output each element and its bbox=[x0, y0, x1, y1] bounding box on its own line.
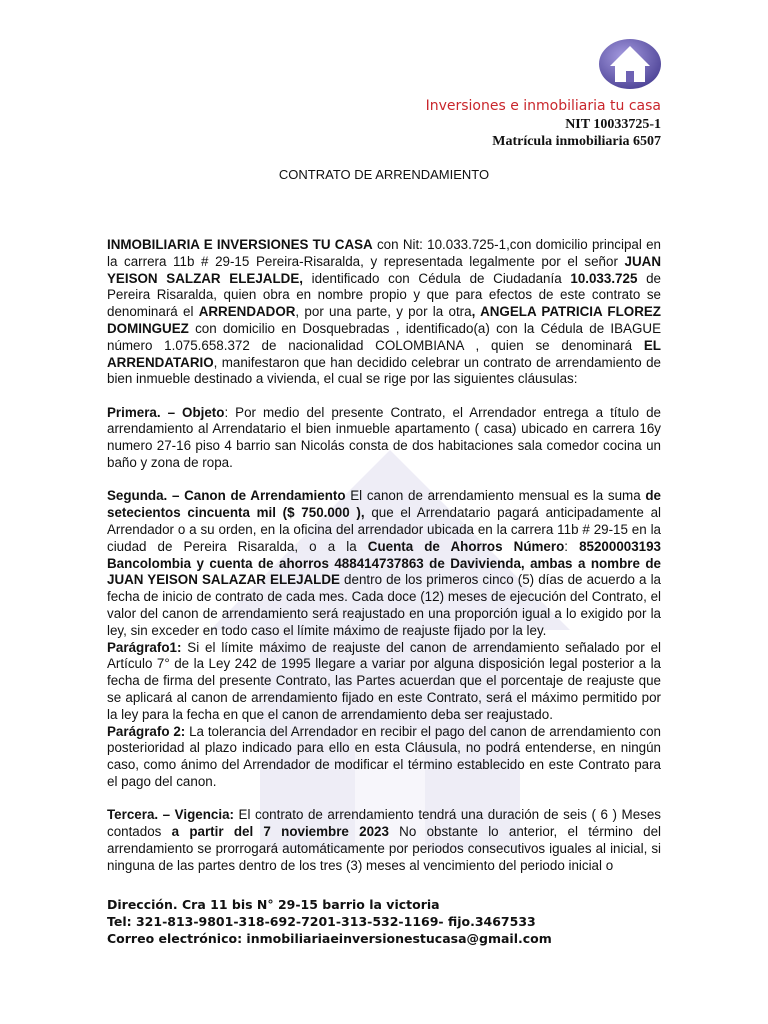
clause-segunda bbox=[107, 488, 661, 639]
clause-primera-heading: Primera. – Objeto bbox=[107, 404, 225, 420]
contract-body bbox=[107, 237, 661, 891]
rent-amount: de setecientos cincuenta mil ($ 750.000 ), bbox=[107, 488, 661, 521]
clause-segunda-heading: Segunda. – Canon de Arrendamiento bbox=[107, 488, 346, 504]
intro-text-5: con domicilio en Dosquebradas , identificado(a) con la Cédula de IBAGUE número 1.075.658.372 de nacionalidad COLOMBIANA , quien se denominará bbox=[107, 320, 661, 353]
paragrafo-1 bbox=[107, 640, 661, 724]
intro-paragraph bbox=[107, 237, 661, 388]
matricula-number: Matrícula inmobiliaria 6507 bbox=[492, 134, 661, 149]
paragrafo-1-text: Si el límite máximo de reajuste del canon de arrendamiento señalado por el Artículo 7° de la Ley 242 de 1995 llegare a variar por alguna disposición legal posterior a la fecha de firma del presente Contrato, las Partes acuerdan que el porcentaje de reajuste que se aplicará al canon de arrendamiento fijado en este Contrato, será el máximo permitido por la ley para la fecha en que el canon de arrendamiento deba ser reajustado. bbox=[107, 639, 661, 722]
clause-tercera-text-1: El contrato de arrendamiento tendrá una duración de seis ( 6 ) Meses contados bbox=[107, 807, 661, 839]
intro-text-3: de Pereira Risaralda, quien obra en nombre propio y que para efectos de este contrato se denominará el bbox=[107, 270, 662, 320]
nit-number: NIT 10033725-1 bbox=[565, 117, 661, 132]
arrendador-label: ARRENDADOR bbox=[198, 304, 296, 320]
clause-segunda-text-3: : bbox=[564, 538, 580, 554]
clause-segunda-text-2: que el Arrendatario pagará anticipadamente al Arrendador o a su orden, en la oficina del arrendador ubicada en la carrera 11b # 29-15 en la ciudad de Pereira Risaralda, o a la bbox=[107, 505, 661, 554]
footer-phones: Tel: 321-813-9801-318-692-7201-313-532-1169- fijo.3467533 bbox=[107, 914, 536, 929]
clause-tercera bbox=[107, 807, 661, 874]
clause-tercera-text-2: No obstante lo anterior, el término del arrendamiento se prorrogará automáticamente por periodos consecutivos iguales al inicial, si ninguna de las partes dentro de los tres (3) meses al vencimiento del periodo inicial o bbox=[107, 824, 661, 873]
paragrafo-2 bbox=[107, 724, 661, 791]
footer bbox=[107, 896, 552, 947]
brand-name: Inversiones e inmobiliaria tu casa bbox=[425, 98, 661, 114]
paragrafo-2-text: La tolerancia del Arrendador en recibir el pago del canon de arrendamiento con posterioridad al plazo indicado para ello en esta Cláusula, no podrá entenderse, en ningún caso, como ánimo del Arrendador de modificar el término establecido en este Contrato para el pago del canon. bbox=[107, 723, 661, 789]
intro-text-2: identificado con Cédula de Ciudadanía bbox=[302, 270, 571, 286]
clause-tercera-heading: Tercera. – Vigencia: bbox=[107, 807, 234, 823]
tenant-name: , ANGELA PATRICIA FLOREZ DOMINGUEZ bbox=[107, 304, 661, 336]
clause-segunda-text-4: dentro de los primeros cinco (5) días de acuerdo a la fecha de inicio de contrato de cada mes. Cada doce (12) meses de ejecución del Contrato, el valor del canon de arrendamiento será reajustado en una proporción igual a lo exigido por la ley, sin exceder en todo caso el límite máximo de reajuste fijado por la ley. bbox=[107, 572, 661, 638]
footer-address: Dirección. Cra 11 bis N° 29-15 barrio la victoria bbox=[107, 897, 440, 912]
intro-text-6: , manifestaron que han decidido celebrar un contrato de arrendamiento de bien inmueble destinado a vivienda, el cual se rige por las siguientes cláusulas: bbox=[107, 354, 661, 387]
clause-primera-text: : Por medio del presente Contrato, el Arrendador entrega a título de arrendamiento al Arrendatario el bien inmueble apartamento ( casa) ubicado en carrera 16y numero 27-16 piso 4 barrio san Nicolás consta de dos habitaciones sala comedor cocina un baño y zona de ropa. bbox=[107, 404, 661, 471]
footer-email: Correo electrónico: inmobiliariaeinversionestucasa@gmail.com bbox=[107, 931, 552, 946]
representative-name: JUAN YEISON SALZAR ELEJALDE, bbox=[107, 253, 661, 286]
representative-id: 10.033.725 bbox=[570, 270, 638, 286]
start-date: a partir del 7 noviembre 2023 bbox=[171, 824, 389, 839]
intro-text-1: con Nit: 10.033.725-1,con domicilio principal en la carrera 11b # 29-15 Pereira-Risaralda, y representada legalmente por el señor bbox=[107, 237, 661, 269]
arrendatario-label: EL ARRENDATARIO bbox=[107, 337, 661, 370]
clause-segunda-text-1: El canon de arrendamiento mensual es la suma bbox=[345, 488, 646, 504]
company-name: INMOBILIARIA E INVERSIONES TU CASA bbox=[107, 237, 373, 252]
intro-text-4: , por una parte, y por la otra bbox=[295, 304, 472, 320]
document-title: CONTRATO DE ARRENDAMIENTO bbox=[278, 167, 490, 182]
account-label: Cuenta de Ahorros Número bbox=[367, 538, 565, 554]
paragrafo-1-label: Parágrafo1: bbox=[107, 639, 182, 655]
bank-accounts: 85200003193 Bancolombia y cuenta de ahorros 488414737863 de Davivienda, ambas a nombre de JUAN YEISON SALAZAR ELEJALDE bbox=[107, 538, 661, 588]
clause-primera bbox=[107, 405, 661, 472]
paragrafo-2-label: Parágrafo 2: bbox=[107, 723, 186, 739]
house-icon bbox=[598, 38, 662, 90]
